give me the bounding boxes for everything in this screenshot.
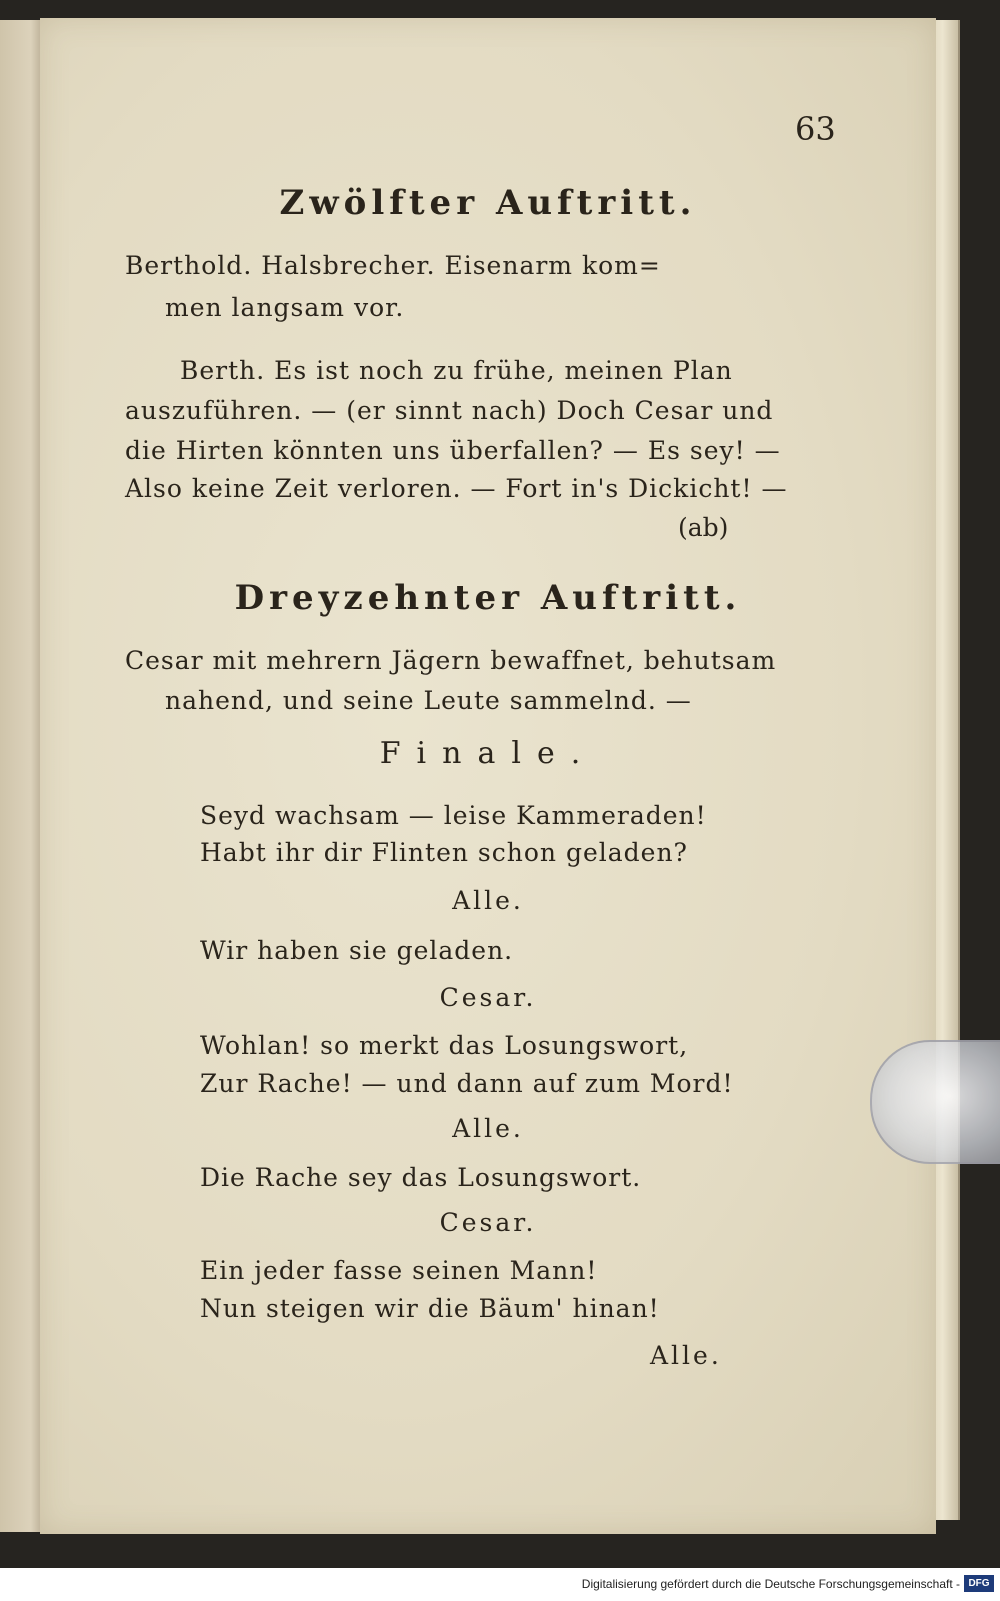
verse-line: Die Rache sey das Losungswort. xyxy=(200,1163,642,1192)
verse-line: Nun steigen wir die Bäum' hinan! xyxy=(200,1294,660,1323)
dialogue-line: die Hirten könnten uns überfallen? — Es sey! — xyxy=(125,436,781,465)
verse-line: Wohlan! so merkt das Losungswort, xyxy=(200,1031,689,1060)
stage-direction-line: Cesar mit mehrern Jägern bewaffnet, behutsam xyxy=(125,646,777,675)
page-number: 63 xyxy=(795,110,836,148)
dialogue-line: Also keine Zeit verloren. — Fort in's Dickicht! — xyxy=(125,474,788,503)
scene-heading-12: Zwölfter Auftritt. xyxy=(279,183,697,223)
verse-line: Wir haben sie geladen. xyxy=(200,936,514,965)
speaker-name: Cesar. xyxy=(439,1208,537,1237)
verse-line: Zur Rache! — und dann auf zum Mord! xyxy=(200,1069,734,1098)
dialogue-line: Berth. Es ist noch zu frühe, meinen Plan xyxy=(180,356,733,385)
stage-direction-line: men langsam vor. xyxy=(165,293,405,322)
book-page xyxy=(40,18,936,1534)
verse-line: Ein jeder fasse seinen Mann! xyxy=(200,1256,598,1285)
finale-heading: Finale. xyxy=(379,736,597,771)
scanner-thumb-overlay xyxy=(870,1040,1000,1164)
dfg-logo: DFG xyxy=(964,1575,994,1592)
stage-direction-line: Berthold. Halsbrecher. Eisenarm kom= xyxy=(125,251,661,280)
speaker-name: Alle. xyxy=(650,1341,722,1370)
speaker-name: Cesar. xyxy=(439,983,537,1012)
dialogue-line: auszuführen. — (er sinnt nach) Doch Cesar und xyxy=(125,396,774,425)
speaker-name: Alle. xyxy=(452,886,524,915)
verse-line: Seyd wachsam — leise Kammeraden! xyxy=(200,801,707,830)
funding-credit: Digitalisierung gefördert durch die Deutsche Forschungsgemeinschaft - xyxy=(581,1577,960,1591)
scene-heading-13: Dreyzehnter Auftritt. xyxy=(234,578,742,618)
footer-bar xyxy=(0,1568,1000,1601)
verse-line: Habt ihr dir Flinten schon geladen? xyxy=(200,838,688,867)
stage-direction-line: nahend, und seine Leute sammelnd. — xyxy=(165,686,692,715)
exit-direction: (ab) xyxy=(678,513,729,542)
speaker-name: Alle. xyxy=(452,1114,524,1143)
